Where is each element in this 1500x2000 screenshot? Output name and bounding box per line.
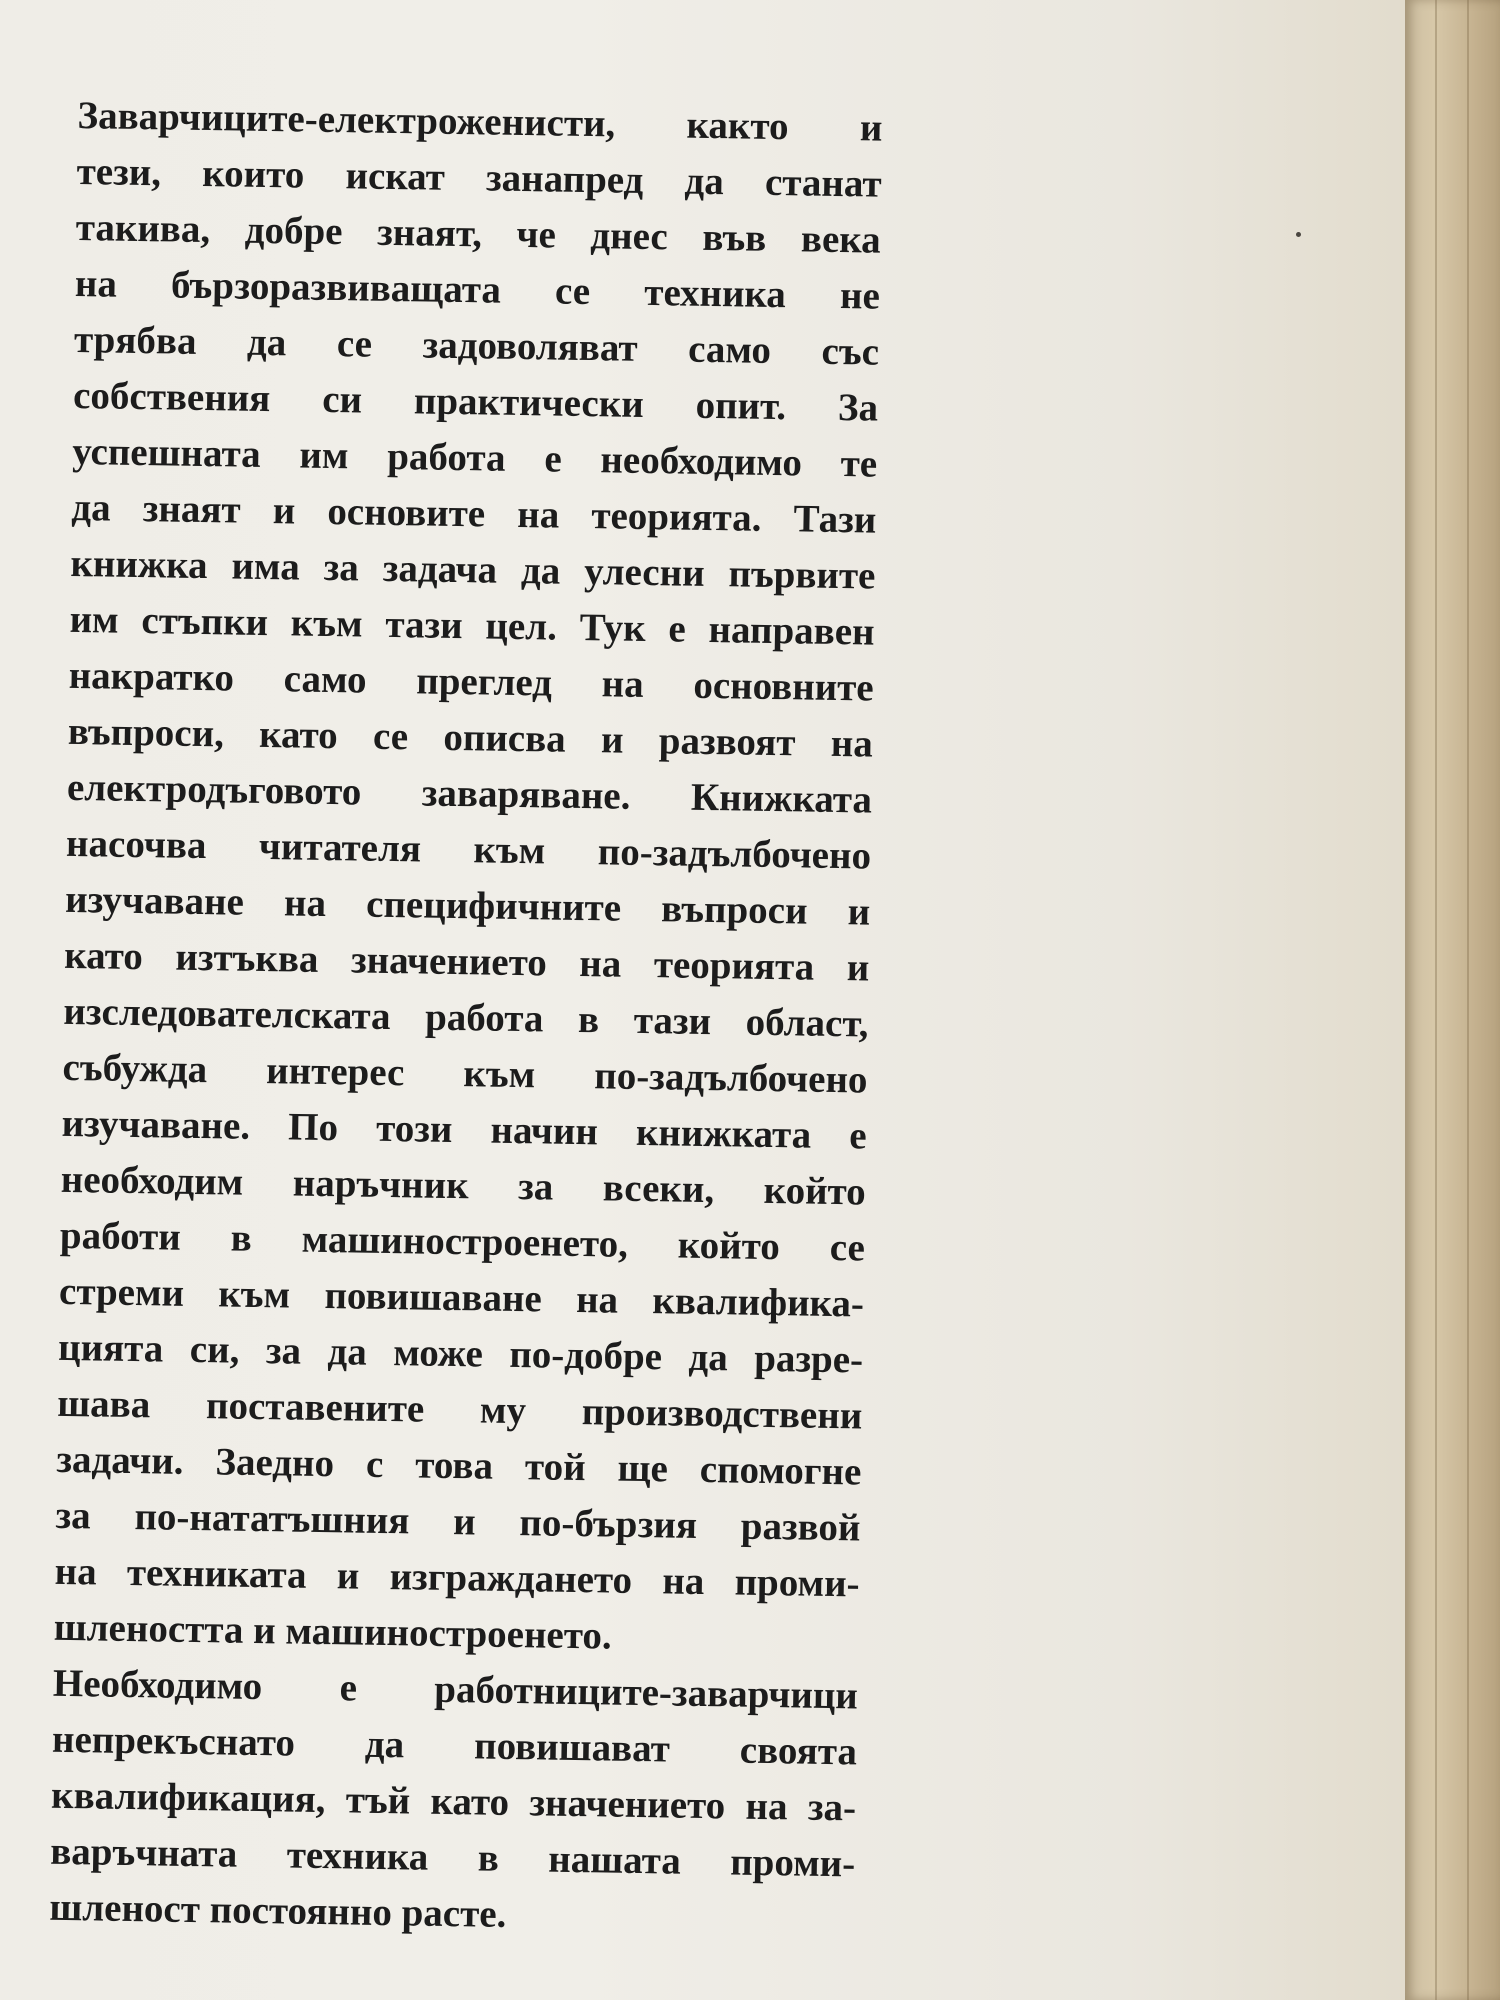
- text-line: непрекъснато да повишават своята: [51, 1717, 858, 1774]
- body-text: [49, 88, 883, 1948]
- adjacent-page-edge: [1405, 0, 1500, 2000]
- text-line: стреми към повишаване на квалифика-: [58, 1269, 865, 1326]
- text-line: електродъговото заваряване. Книжката: [66, 765, 873, 822]
- text-line: въпроси, като се описва и развоят на: [67, 709, 874, 766]
- text-line: изучаване на специфичните въпроси и: [64, 877, 871, 934]
- text-line: Заварчиците-електроженисти, както и: [77, 93, 883, 150]
- text-line: насочва читателя към по-задълбочено: [65, 821, 872, 878]
- text-line: успешната им работа е необходимо те: [71, 429, 878, 486]
- text-line: необходим наръчник за всеки, който: [60, 1157, 867, 1214]
- text-line: варъчната техника в нашата проми-: [49, 1829, 856, 1886]
- text-line: като изтъква значението на теорията и: [64, 933, 870, 990]
- text-line: шава поставените му производствени: [56, 1381, 863, 1438]
- text-line: Необходимо е работниците-заварчици: [52, 1661, 859, 1718]
- text-line: да знаят и основите на теорията. Тази: [71, 485, 877, 542]
- paper-speck: [1296, 232, 1301, 237]
- text-line: изучаване. По този начин книжката е: [61, 1101, 867, 1158]
- text-line: цията си, за да може по-добре да разре-: [57, 1325, 864, 1382]
- text-line: за по-нататъшния и по-бързия развой: [55, 1493, 861, 1550]
- text-line: трябва да се задоволяват само със: [73, 317, 880, 374]
- text-line: на бързоразвиващата се техника не: [74, 261, 881, 318]
- page-edge-line: [1435, 0, 1437, 2000]
- text-line: на техниката и изграждането на проми-: [54, 1549, 860, 1606]
- text-line-paragraph-end: шленост постоянно расте.: [49, 1885, 507, 1936]
- text-line: събужда интерес към по-задълбочено: [62, 1045, 868, 1102]
- text-line: такива, добре знаят, че днес във века: [75, 205, 882, 262]
- text-line: работи в машиностроенето, който се: [59, 1213, 866, 1270]
- text-line: накратко само преглед на основните: [68, 653, 875, 710]
- text-line: книжка има за задача да улесни първите: [70, 541, 876, 598]
- text-line: изследователската работа в тази област,: [63, 989, 869, 1046]
- text-line: им стъпки към тази цел. Тук е направен: [69, 597, 875, 654]
- text-line: квалификация, тъй като значението на за-: [50, 1773, 857, 1830]
- text-line: задачи. Заедно с това той ще спомогне: [56, 1437, 862, 1494]
- text-line-paragraph-end: шлеността и машиностроенето.: [53, 1605, 613, 1658]
- text-line: тези, които искат занапред да станат: [76, 149, 882, 206]
- text-line: собствения си практически опит. За: [72, 373, 879, 430]
- page-edge-line: [1467, 0, 1469, 2000]
